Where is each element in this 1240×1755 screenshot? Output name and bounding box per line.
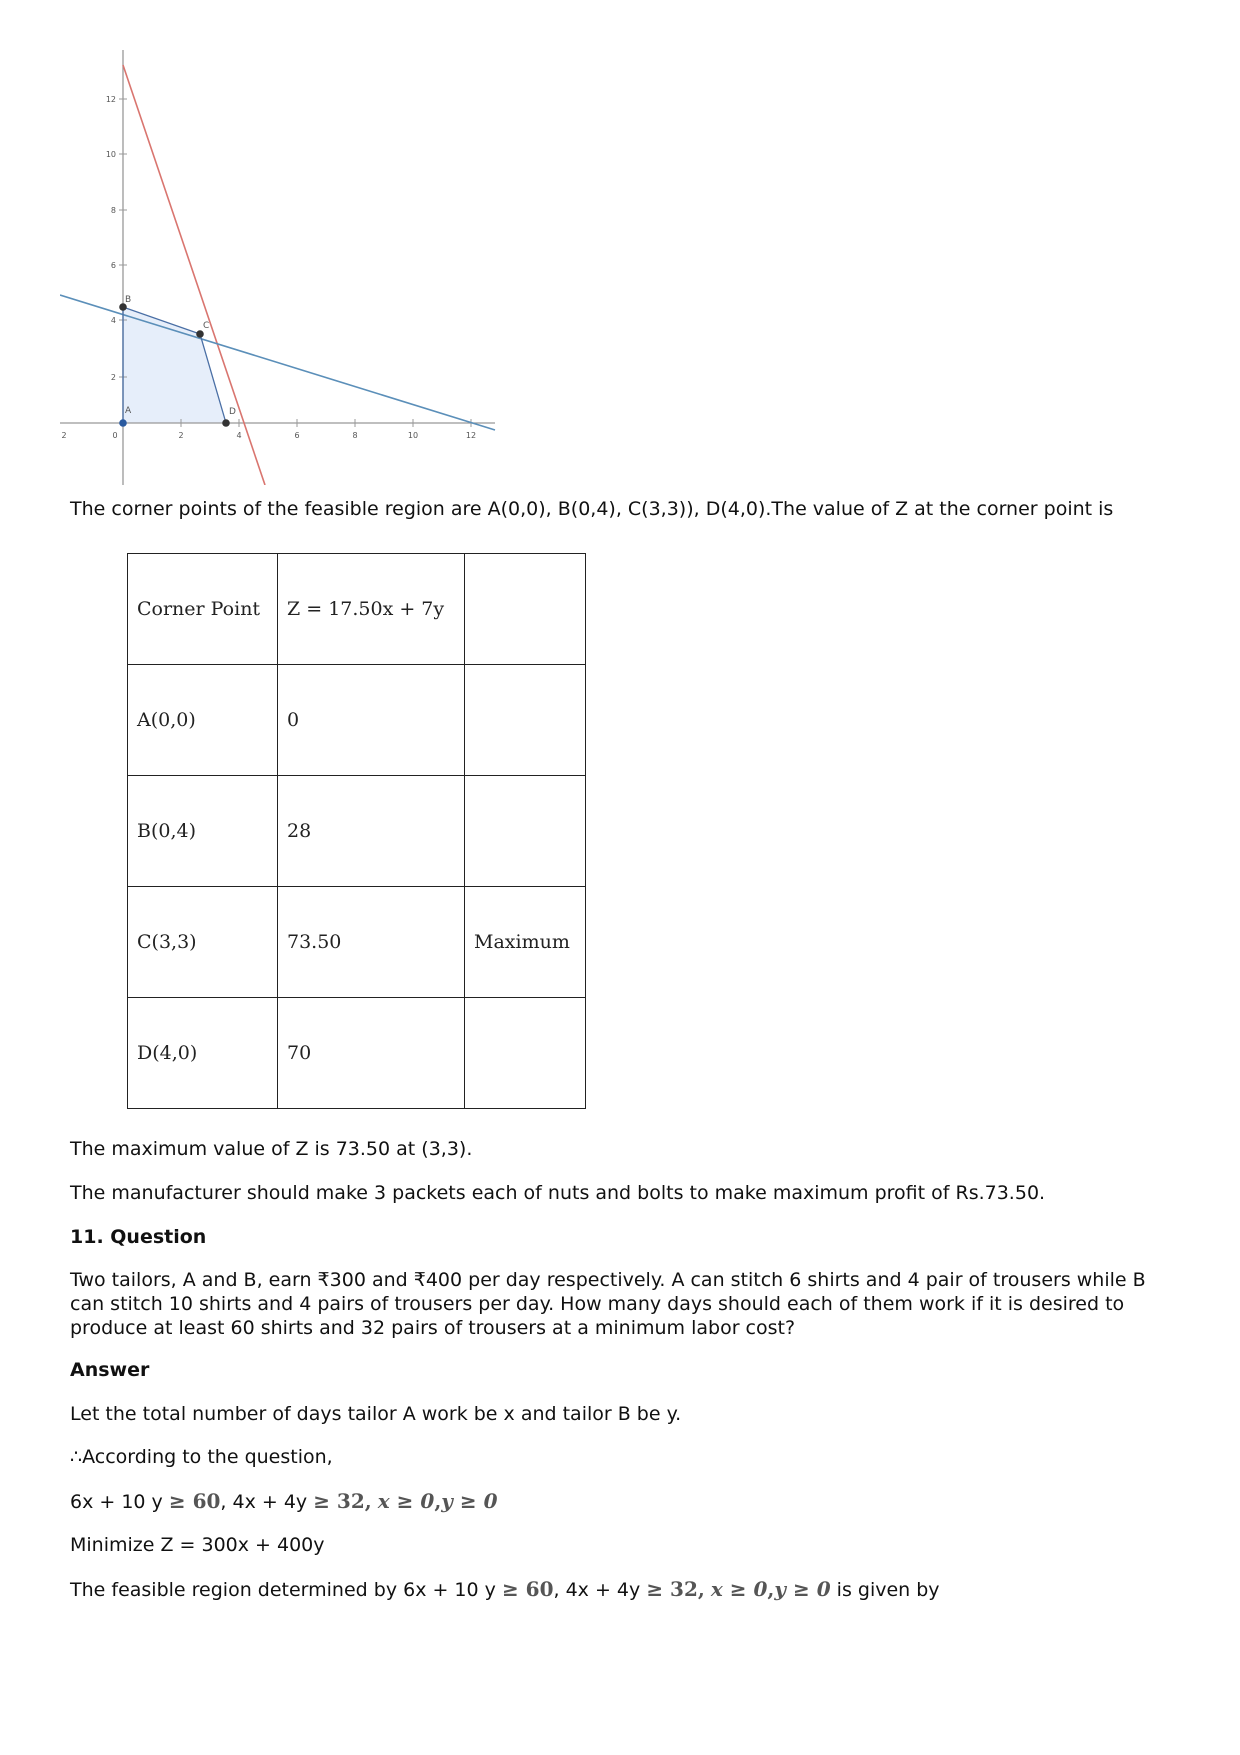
table-cell [465, 998, 586, 1109]
ineq-math: y ≥ 0 [441, 1489, 498, 1513]
y-tick-label: 8 [110, 206, 116, 215]
question-heading: 11. Question [70, 1226, 207, 1248]
feasible-region-text: The feasible region determined by 6x + 10 y ≥ 60, 4x + 4y ≥ 32, x ≥ 0,y ≥ 0 is given by [70, 1577, 940, 1601]
table-row [128, 887, 586, 998]
inequalities-line: 6x + 10 y ≥ 60, 4x + 4y ≥ 32, x ≥ 0,y ≥ 0 [70, 1489, 498, 1513]
table-cell: B(0,4) [128, 776, 278, 887]
y-tick-label: 2 [110, 373, 116, 382]
x-tick-label: 4 [236, 431, 242, 440]
conclusion-text: The manufacturer should make 3 packets each of nuts and bolts to make maximum profit of Rs.73.50. [70, 1182, 1046, 1204]
table-row [128, 776, 586, 887]
table-row [128, 998, 586, 1109]
table-header-row [128, 554, 586, 665]
point-c [196, 330, 204, 338]
x-tick-label: 12 [465, 431, 477, 440]
y-tick-label: 12 [105, 95, 116, 104]
ineq-math: ≥ 60 [168, 1489, 221, 1513]
x-tick-label: 2 [178, 431, 184, 440]
table-cell: A(0,0) [128, 665, 278, 776]
origin-label: 0 [112, 431, 118, 440]
x-tick-label: 6 [294, 431, 300, 440]
table-cell: 70 [278, 998, 465, 1109]
table-cell: Maximum [465, 887, 586, 998]
feasible-math: y ≥ 0 [774, 1577, 831, 1601]
let-statement: Let the total number of days tailor A work be x and tailor B be y. [70, 1403, 682, 1425]
feasible-part: , 4x + 4y [553, 1579, 641, 1601]
feasible-math: x ≥ 0 [710, 1577, 768, 1601]
table-header-cell: Z = 17.50x + 7y [278, 554, 465, 665]
feasible-math: ≥ 60 [501, 1577, 554, 1601]
answer-heading: Answer [70, 1359, 150, 1381]
table-cell [465, 665, 586, 776]
table-cell: 0 [278, 665, 465, 776]
ineq-part: 6x + 10 y [70, 1491, 163, 1513]
table-cell [465, 776, 586, 887]
question-body: Two tailors, A and B, earn ₹300 and ₹400 per day respectively. A can stitch 6 shirts and 4 pair of trousers while B can stitch 10 shirts and 4 pairs of trousers per day. How many days should each of them work if it is desired to produce at least 60 shirts and 32 pairs of trousers at a minimum labor cost? [70, 1269, 1146, 1339]
x-tick-label-negative: 2 [61, 431, 67, 440]
point-a [119, 419, 127, 427]
ineq-math: ≥ 32 [313, 1489, 365, 1513]
y-tick-label: 4 [110, 316, 116, 325]
point-label-d: D [229, 407, 236, 417]
corner-points-intro: The corner points of the feasible region are A(0,0), B(0,4), C(3,3)), D(4,0).The value of Z at the corner point is [70, 498, 1114, 520]
minimize-text: Minimize Z = 300x + 400y [70, 1534, 325, 1556]
table-cell: 73.50 [278, 887, 465, 998]
feasible-math: ≥ 32 [646, 1577, 698, 1601]
x-tick-label: 10 [407, 431, 419, 440]
table-cell: C(3,3) [128, 887, 278, 998]
table-cell: 28 [278, 776, 465, 887]
point-d [222, 419, 230, 427]
ineq-part: , 4x + 4y [220, 1491, 308, 1513]
max-value-text: The maximum value of Z is 73.50 at (3,3). [70, 1138, 473, 1160]
point-label-b: B [125, 295, 132, 305]
feasible-part: is given by [836, 1579, 940, 1601]
table-cell: D(4,0) [128, 998, 278, 1109]
table-row [128, 665, 586, 776]
y-tick-label: 6 [110, 261, 116, 270]
point-label-a: A [125, 406, 132, 416]
feasible-part: The feasible region determined by 6x + 10 y [70, 1579, 496, 1601]
ineq-math: x ≥ 0 [377, 1489, 435, 1513]
x-tick-label: 8 [352, 431, 358, 440]
table-header-cell: Corner Point [128, 554, 278, 665]
feasible-region-graph [60, 50, 500, 485]
according-text: ∴According to the question, [70, 1446, 333, 1468]
point-label-c: C [203, 321, 210, 331]
corner-point-table [127, 553, 586, 1109]
y-tick-label: 10 [105, 150, 116, 159]
table-header-cell [465, 554, 586, 665]
